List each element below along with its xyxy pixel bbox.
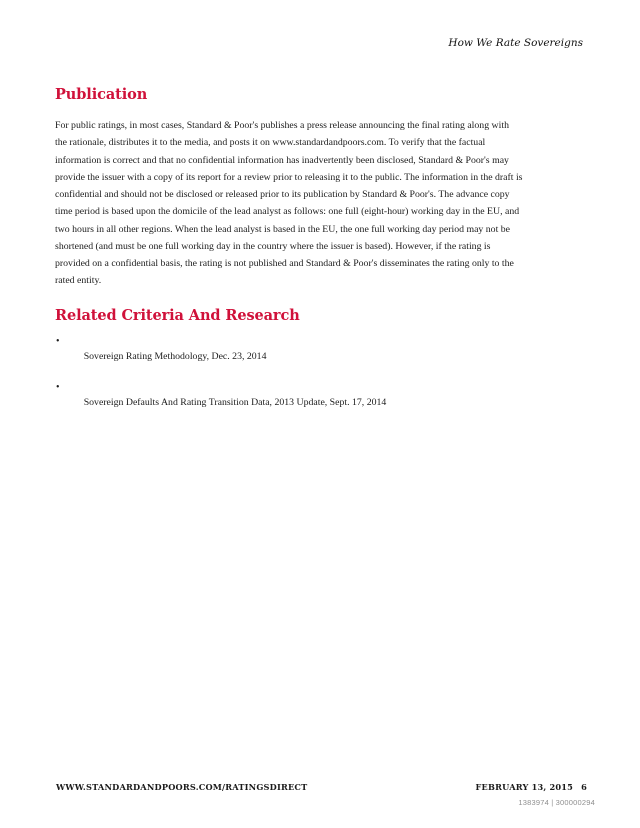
footer-date-line: [476, 782, 587, 792]
list-item-text: Sovereign Rating Methodology, Dec. 23, 2014: [83, 351, 267, 363]
paragraph-line: provide the issuer with a copy of its report for a review prior to releasing it to the public. The information in the draft is: [55, 171, 523, 183]
paragraph-line: information is correct and that no confidential information has inadvertently been disclosed, Standard & Poor's may: [55, 154, 509, 166]
page-number: 6: [581, 782, 587, 792]
running-header: How We Rate Sovereigns: [448, 37, 583, 49]
bullet-icon: •: [56, 336, 60, 347]
paragraph-line: two hours in all other regions. When the lead analyst is based in the EU, the one full working day period may not be: [55, 223, 510, 235]
publication-paragraph: [55, 117, 523, 290]
section-heading-publication: Publication: [55, 86, 148, 103]
paragraph-line: time period is based upon the domicile of the lead analyst as follows: one full (eight-hour) working day in the EU, and: [55, 206, 520, 218]
paragraph-line: For public ratings, in most cases, Standard & Poor's publishes a press release announcing the final rating along with: [55, 120, 509, 131]
list-item: [56, 334, 386, 380]
paragraph-line: provided on a confidential basis, the rating is not published and Standard & Poor's disseminates the rating only to the: [55, 258, 514, 269]
paragraph-line: shortened (and must be one full working day in the country where the issuer is based). However, if the rating is: [55, 240, 491, 252]
list-item-text: Sovereign Defaults And Rating Transition Data, 2013 Update, Sept. 17, 2014: [83, 397, 387, 409]
footer-website-url: WWW.STANDARDANDPOORS.COM/RATINGSDIRECT: [56, 782, 308, 792]
document-id: 1383974 | 300000294: [518, 798, 595, 807]
related-criteria-list: [56, 334, 386, 426]
list-item: [56, 380, 386, 426]
paragraph-line: rated entity.: [55, 275, 102, 287]
section-heading-related-criteria: Related Criteria And Research: [55, 307, 300, 324]
paragraph-line: confidential and should not be disclosed or released prior to its publication by Standard & Poor's. The advance copy: [55, 189, 510, 200]
paragraph-line: the rationale, distributes it to the media, and posts it on www.standardandpoors.com. To verify that the factual: [55, 137, 486, 149]
footer-date: FEBRUARY 13, 2015: [475, 782, 574, 792]
bullet-icon: •: [56, 381, 60, 393]
